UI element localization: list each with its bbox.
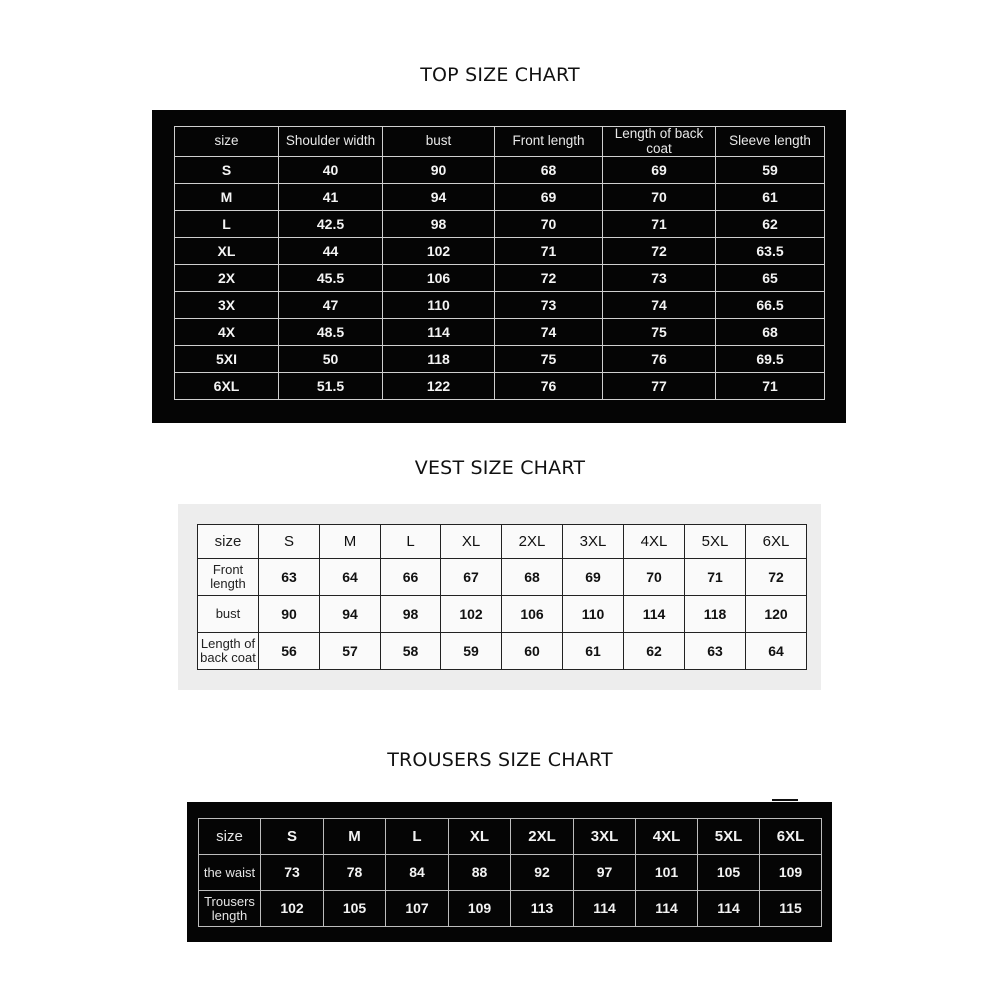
top-size-label: 5XI [175,346,279,373]
trousers-cell: 105 [324,891,386,927]
top-value-cell: 70 [495,211,603,238]
trousers-cell: 84 [386,855,449,891]
vest-header-cell: 5XL [685,525,746,559]
trousers-cell: 115 [760,891,822,927]
top-value-cell: 61 [716,184,825,211]
top-header-cell: Length of back coat [603,127,716,157]
top-value-cell: 66.5 [716,292,825,319]
vest-chart-title: VEST SIZE CHART [414,457,586,479]
trousers-header-cell: M [324,819,386,855]
top-value-cell: 59 [716,157,825,184]
vest-row-label: bust [198,596,259,633]
top-value-cell: 71 [495,238,603,265]
top-value-cell: 45.5 [279,265,383,292]
trousers-row [199,891,822,927]
vest-row-label: Front length [198,559,259,596]
top-size-row [175,211,825,238]
top-value-cell: 122 [383,373,495,400]
top-value-cell: 73 [495,292,603,319]
vest-header-cell: 2XL [502,525,563,559]
vest-size-chart-panel [178,504,821,690]
trousers-header-cell: 4XL [636,819,698,855]
top-size-row [175,184,825,211]
trousers-cell: 114 [636,891,698,927]
vest-row [198,559,807,596]
trousers-cell: 97 [574,855,636,891]
vest-cell: 67 [441,559,502,596]
vest-cell: 62 [624,633,685,670]
top-value-cell: 76 [495,373,603,400]
top-size-row [175,292,825,319]
vest-cell: 102 [441,596,502,633]
top-size-chart-panel [152,110,846,423]
top-value-cell: 69 [603,157,716,184]
top-chart-title: TOP SIZE CHART [420,64,580,86]
top-header-cell: size [175,127,279,157]
vest-header-cell: size [198,525,259,559]
top-size-label: 6XL [175,373,279,400]
vest-header-cell: L [381,525,441,559]
vest-header-cell: S [259,525,320,559]
top-size-label: L [175,211,279,238]
vest-cell: 57 [320,633,381,670]
vest-header-row [198,525,807,559]
top-value-cell: 72 [495,265,603,292]
vest-header-cell: 3XL [563,525,624,559]
trousers-header-cell: S [261,819,324,855]
top-value-cell: 50 [279,346,383,373]
trousers-size-table [198,818,822,927]
vest-cell: 72 [746,559,807,596]
top-value-cell: 42.5 [279,211,383,238]
top-value-cell: 90 [383,157,495,184]
top-size-label: XL [175,238,279,265]
trousers-header-cell: 2XL [511,819,574,855]
vest-row-label: Length of back coat [198,633,259,670]
top-size-label: 4X [175,319,279,346]
trousers-cell: 92 [511,855,574,891]
trousers-size-chart-panel [187,802,832,942]
trousers-cell: 101 [636,855,698,891]
top-value-cell: 74 [603,292,716,319]
top-value-cell: 74 [495,319,603,346]
top-value-cell: 48.5 [279,319,383,346]
trousers-cell: 73 [261,855,324,891]
top-value-cell: 77 [603,373,716,400]
trousers-cell: 88 [449,855,511,891]
top-value-cell: 71 [603,211,716,238]
top-size-label: S [175,157,279,184]
vest-cell: 118 [685,596,746,633]
vest-row [198,633,807,670]
vest-cell: 58 [381,633,441,670]
trousers-cell: 114 [698,891,760,927]
vest-cell: 63 [259,559,320,596]
top-value-cell: 65 [716,265,825,292]
vest-cell: 70 [624,559,685,596]
top-value-cell: 51.5 [279,373,383,400]
trousers-cell: 109 [760,855,822,891]
trousers-header-cell: 3XL [574,819,636,855]
top-value-cell: 63.5 [716,238,825,265]
vest-row [198,596,807,633]
trousers-cell: 78 [324,855,386,891]
vest-cell: 64 [320,559,381,596]
top-size-row [175,319,825,346]
top-value-cell: 40 [279,157,383,184]
top-size-row [175,157,825,184]
top-value-cell: 44 [279,238,383,265]
vest-cell: 90 [259,596,320,633]
top-size-row [175,373,825,400]
trousers-header-cell: 6XL [760,819,822,855]
vest-cell: 94 [320,596,381,633]
trousers-cell: 105 [698,855,760,891]
top-size-table [174,126,825,400]
vest-header-cell: M [320,525,381,559]
top-size-row [175,238,825,265]
top-value-cell: 102 [383,238,495,265]
top-value-cell: 71 [716,373,825,400]
top-header-cell: Shoulder width [279,127,383,157]
vest-header-cell: 6XL [746,525,807,559]
top-value-cell: 76 [603,346,716,373]
top-size-label: 3X [175,292,279,319]
vest-cell: 69 [563,559,624,596]
trousers-row-label: Trousers length [199,891,261,927]
vest-cell: 59 [441,633,502,670]
top-value-cell: 62 [716,211,825,238]
vest-cell: 60 [502,633,563,670]
top-value-cell: 68 [495,157,603,184]
top-value-cell: 70 [603,184,716,211]
vest-cell: 61 [563,633,624,670]
top-value-cell: 110 [383,292,495,319]
trousers-row [199,855,822,891]
trousers-header-cell: 5XL [698,819,760,855]
vest-cell: 98 [381,596,441,633]
top-value-cell: 75 [495,346,603,373]
trousers-header-cell: size [199,819,261,855]
vest-cell: 110 [563,596,624,633]
vest-cell: 71 [685,559,746,596]
trousers-cell: 102 [261,891,324,927]
top-value-cell: 114 [383,319,495,346]
top-value-cell: 69.5 [716,346,825,373]
vest-cell: 120 [746,596,807,633]
vest-size-table [197,524,807,670]
trousers-header-cell: L [386,819,449,855]
trousers-chart-title: TROUSERS SIZE CHART [387,749,613,771]
trousers-row-label: the waist [199,855,261,891]
top-header-cell: Front length [495,127,603,157]
top-value-cell: 73 [603,265,716,292]
vest-cell: 63 [685,633,746,670]
top-header-cell: bust [383,127,495,157]
top-value-cell: 69 [495,184,603,211]
trousers-header-row [199,819,822,855]
top-value-cell: 118 [383,346,495,373]
top-size-row [175,265,825,292]
vest-cell: 66 [381,559,441,596]
top-value-cell: 72 [603,238,716,265]
trousers-header-cell: XL [449,819,511,855]
vest-header-cell: XL [441,525,502,559]
top-value-cell: 94 [383,184,495,211]
top-value-cell: 106 [383,265,495,292]
top-size-label: 2X [175,265,279,292]
top-value-cell: 47 [279,292,383,319]
top-size-row [175,346,825,373]
vest-cell: 56 [259,633,320,670]
top-value-cell: 75 [603,319,716,346]
vest-cell: 106 [502,596,563,633]
vest-cell: 64 [746,633,807,670]
top-value-cell: 98 [383,211,495,238]
vest-cell: 68 [502,559,563,596]
trousers-cell: 109 [449,891,511,927]
top-size-label: M [175,184,279,211]
trousers-cell: 113 [511,891,574,927]
trousers-cell: 114 [574,891,636,927]
top-value-cell: 41 [279,184,383,211]
top-value-cell: 68 [716,319,825,346]
divider-mark [772,799,798,801]
trousers-cell: 107 [386,891,449,927]
vest-header-cell: 4XL [624,525,685,559]
top-header-cell: Sleeve length [716,127,825,157]
top-header-row [175,127,825,157]
vest-cell: 114 [624,596,685,633]
